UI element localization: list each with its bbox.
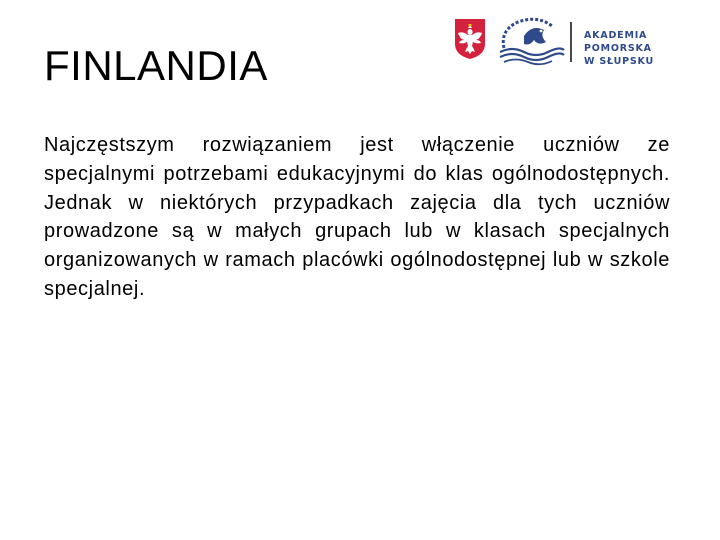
logo-divider — [570, 22, 572, 62]
university-name-line2: W SŁUPSKU — [584, 56, 655, 67]
header-logos — [452, 14, 712, 70]
university-name — [584, 29, 712, 68]
polish-eagle-emblem-icon — [454, 18, 486, 60]
slide-title: FINLANDIA — [44, 42, 268, 89]
pomeranian-campaign-logo-icon — [494, 16, 566, 66]
slide-body-text: Najczęstszym rozwiązaniem jest włączenie uczniów ze specjalnymi potrzebami edukacyjnymi do klas ogólnodostępnych. Jednak w niektórych przypadkach zajęcia dla tych uczniów prowadzone są w małych grupach lub w klasach specjalnych organizowanych w ramach placówki ogólnodostępnej lub w szkole specjalnej. — [44, 134, 670, 300]
university-name-line1: AKADEMIA POMORSKA — [584, 30, 652, 54]
